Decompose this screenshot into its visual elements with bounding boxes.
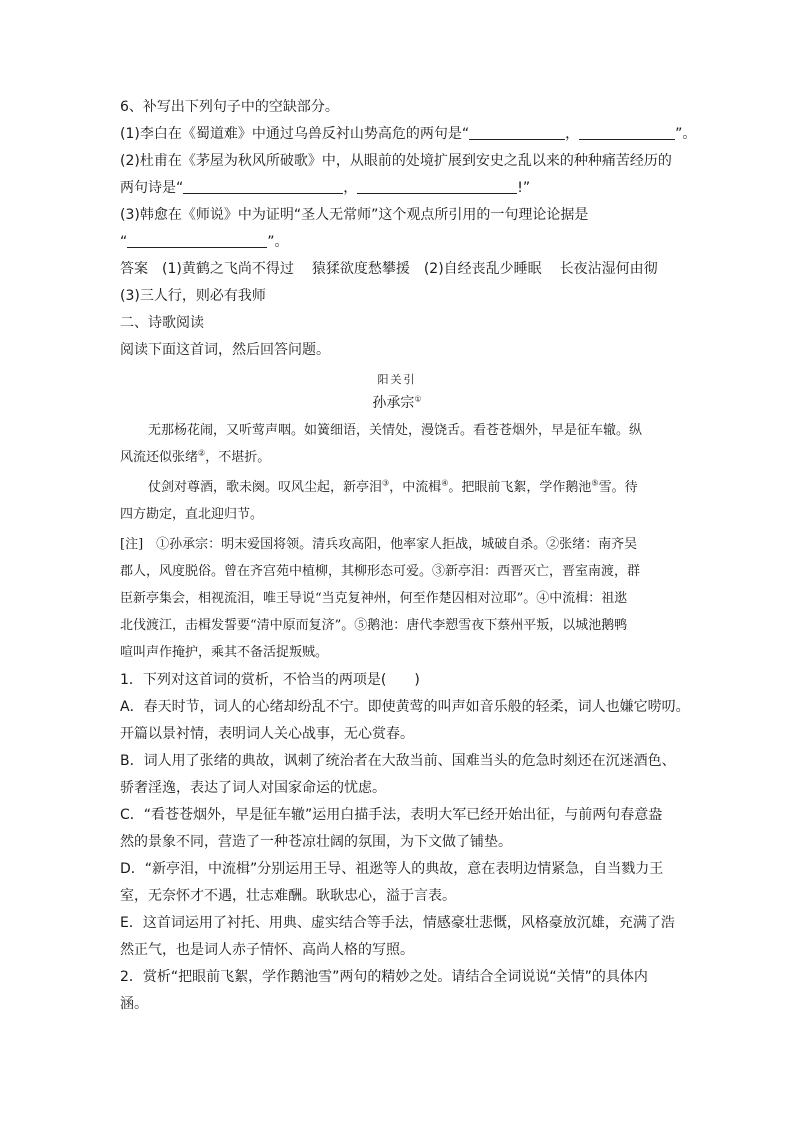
q6-2-sep: ，: [343, 180, 358, 196]
option-e-line2: 然正气，也是词人赤子情怀、高尚人格的写照。: [120, 942, 414, 958]
instruction: 阅读下面这首词，然后回答问题。: [120, 342, 330, 358]
option-a-line1: A．春天时节，词人的心绪却纷乱不宁。即使黄莺的叫声如音乐般的轻柔，词人也嫌它唠叨。: [120, 699, 690, 715]
answer-label: 答案: [120, 261, 148, 277]
fill-blank[interactable]: [127, 233, 267, 248]
poem-line-2: [120, 448, 680, 468]
poem-text: 仗剑对尊酒，歌未阕。叹风尘起，新亭泪: [148, 480, 383, 495]
author-note-marker: ①: [414, 394, 422, 404]
answer-1: (1)黄鹤之飞尚不得过: [162, 261, 294, 277]
option-b-line1: B．词人用了张绪的典故，讽刺了统治者在大敌当前、国难当头的危急时刻还在沉迷酒色、: [120, 753, 676, 769]
note-marker: ⑤: [591, 478, 599, 488]
note-line-5: 喧叫声作掩护，乘其不备活捉叛贼。: [120, 645, 329, 660]
poem-title: 阳关引: [377, 373, 417, 386]
option-c-line1: C．“看苍苍烟外，早是征车辙”运用白描手法，表明大军已经开始出征，与前两句春意盎: [120, 807, 663, 823]
option-d-line1: D．“新亭泪，中流楫”分别运用王导、祖逖等人的典故，意在表明边情紧急，自当戮力王: [120, 861, 664, 877]
q6-1-sep: ，: [565, 126, 580, 142]
answer-line: [120, 259, 680, 279]
question-1: 1．下列对这首词的赏析，不恰当的两项是( ): [120, 672, 420, 688]
poem-line-3: [148, 478, 680, 498]
q6-item-3-line1: (3)韩愈在《师说》中为证明“圣人无常师”这个观点所引用的一句理论论据是: [120, 207, 589, 223]
answer-2: (2)自经丧乱少睡眠: [423, 261, 542, 277]
note-marker: ②: [198, 448, 206, 458]
fill-blank[interactable]: [579, 125, 675, 140]
q6-3-text: “: [120, 234, 128, 250]
option-a-line2: 开篇以景衬情，表明词人关心战事，无心赏春。: [120, 726, 414, 742]
option-e-line1: E．这首词运用了衬托、用典、虚实结合等手法，情感豪壮悲慨，风格豪放沉雄，充满了浩: [120, 915, 675, 931]
answer-3: (3)三人行，则必有我师: [120, 288, 266, 304]
q6-item-2-line2: [120, 178, 680, 198]
fill-blank[interactable]: [469, 125, 565, 140]
answer-2b: 长夜沾湿何由彻: [559, 261, 658, 277]
q6-item-3-line2: [120, 232, 680, 252]
answer-1b: 猿猱欲度愁攀援: [311, 261, 410, 277]
note-line-4: 北伐渡江，击楫发誓要“清中原而复济”。⑤鹅池：唐代李愬雪夜下蔡州平叛，以城池鹅鸭: [120, 618, 628, 633]
option-c-line2: 然的景象不同，营造了一种苍凉壮阔的氛围，为下文做了铺垫。: [120, 834, 512, 850]
fill-blank[interactable]: [183, 179, 343, 194]
q6-2-end: !”: [517, 180, 531, 196]
poem-text: ，不堪折。: [205, 450, 271, 465]
fill-blank[interactable]: [357, 179, 517, 194]
poem-text: 风流还似张绪: [120, 450, 199, 465]
author-name: 孙承宗: [372, 395, 415, 411]
question-2-line2: 涵。: [120, 996, 148, 1012]
note-line-3: 臣新亭集会，相视流泪，唯王导说“当克复神州，何至作楚囚相对泣耶”。④中流楫：祖逖: [120, 591, 628, 606]
section-heading: 二、诗歌阅读: [120, 315, 204, 331]
poem-line-1: 无那杨花闹，又听莺声咽。如簧细语，关情处，漫饶舌。看苍苍烟外，早是征车辙。纵: [148, 423, 643, 438]
question-2-line1: 2．赏析“把眼前飞絮，学作鹅池雪”两句的精妙之处。请结合全词说说“关情”的具体内: [120, 969, 648, 985]
poem-text: 雪。待: [598, 480, 638, 495]
poem-text: 。把眼前飞絮，学作鹅池: [448, 480, 592, 495]
poem-author: [0, 393, 794, 413]
q6-title: 6、补写出下列句子中的空缺部分。: [120, 99, 339, 115]
option-b-line2: 骄奢淫逸，表达了词人对国家命运的忧虑。: [120, 780, 386, 796]
poem-text: ，中流楫: [389, 480, 442, 495]
q6-1-text: (1)李白在《蜀道难》中通过乌兽反衬山势高危的两句是“: [120, 126, 470, 142]
note-line-2: 郡人，风度脱俗。曾在齐宫苑中植柳，其柳形态可爱。③新亭泪：西晋灭亡，晋室南渡，群: [120, 564, 641, 579]
poem-line-4: 四方勘定，直北迎归节。: [120, 507, 264, 522]
note-line-1: [注] ①孙承宗：明末爱国将领。清兵攻高阳，他率家人拒战，城破自杀。②张绪：南齐吴: [120, 537, 638, 552]
q6-1-end: ”。: [675, 126, 697, 142]
note-marker: ③: [382, 478, 390, 488]
note-marker: ④: [441, 478, 449, 488]
option-d-line2: 室，无奈怀才不遇，壮志难酬。耿耿忠心，溢于言表。: [120, 888, 456, 904]
q6-3-end: ”。: [267, 234, 289, 250]
q6-item-1: [120, 124, 697, 144]
q6-item-2-line1: (2)杜甫在《茅屋为秋风所破歌》中，从眼前的处境扩展到安史之乱以来的种种痛苦经历的: [120, 153, 672, 169]
q6-2-text: 两句诗是“: [120, 180, 184, 196]
